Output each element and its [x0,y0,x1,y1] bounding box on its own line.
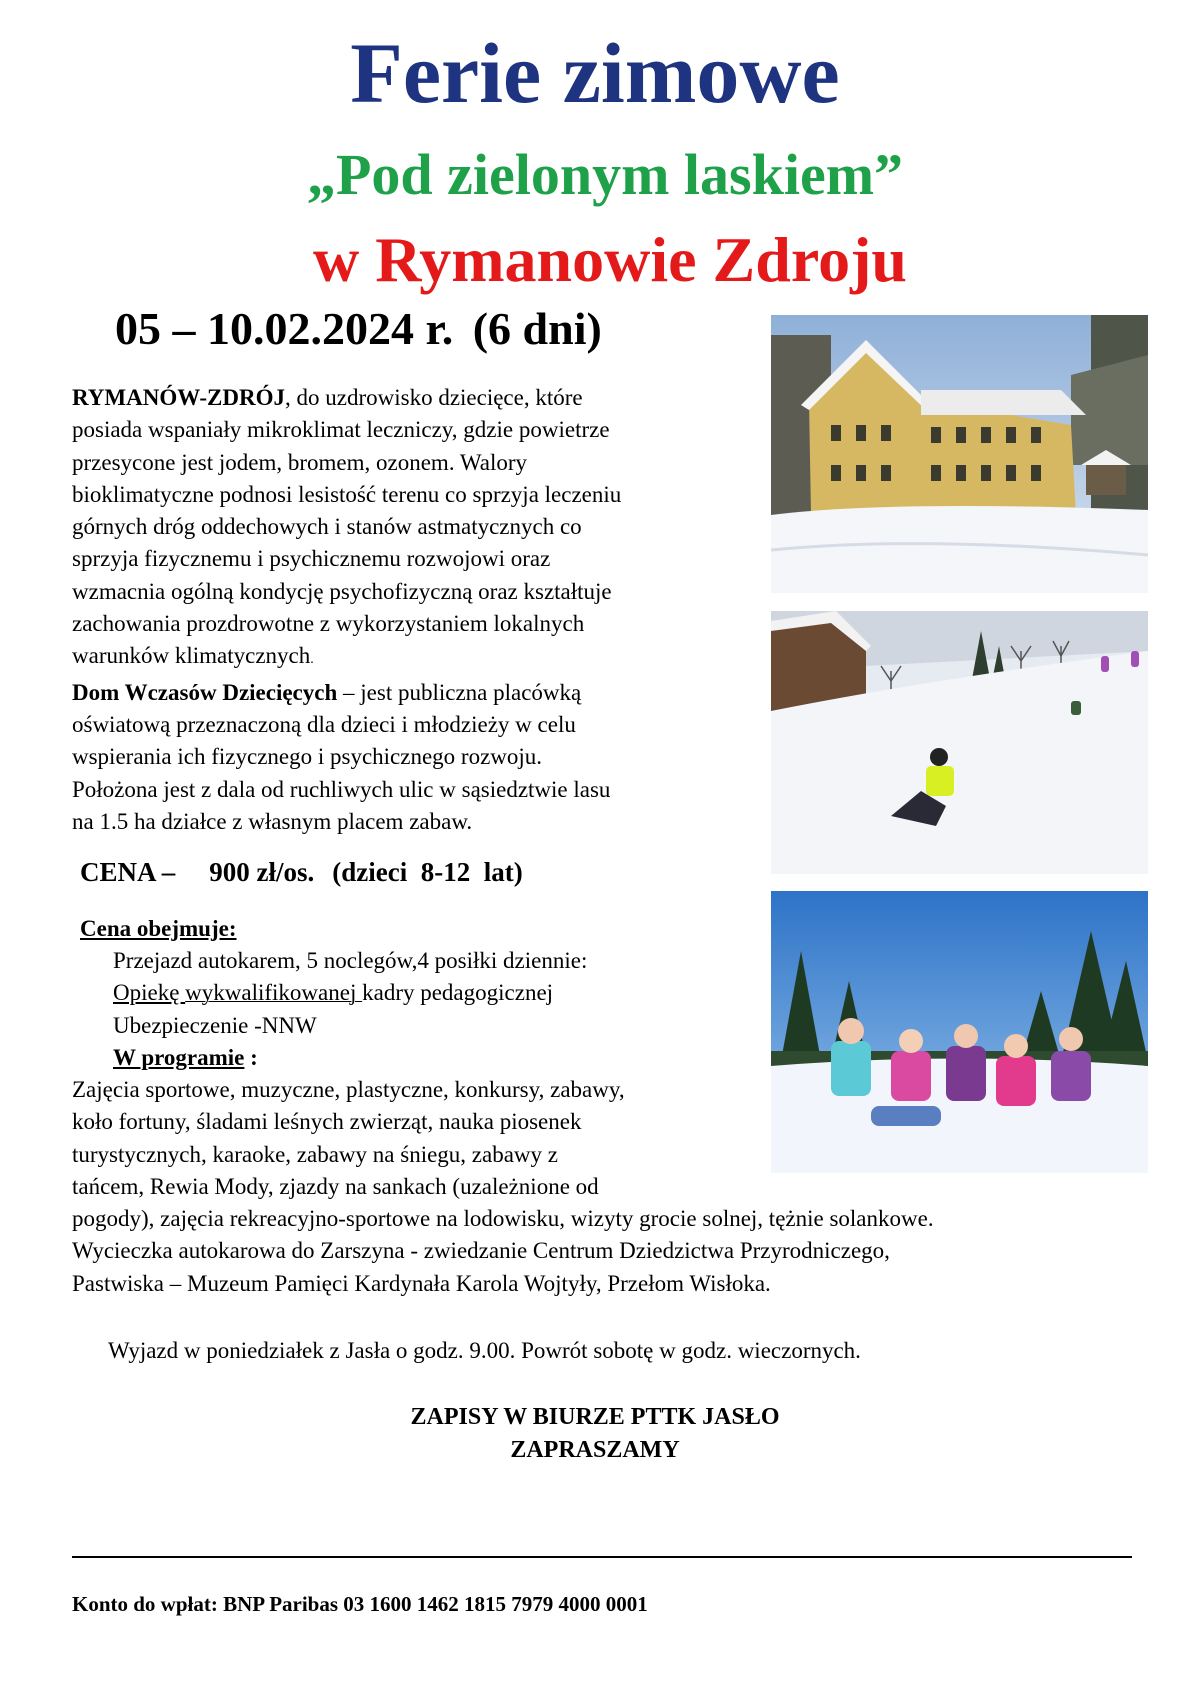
program-colon: : [244,1044,258,1070]
duration-text: (6 dni) [472,303,602,354]
program-line: Zajęcia sportowe, muzyczne, plastyczne, konkursy, zabawy, [72,1077,625,1102]
program-line: Wycieczka autokarowa do Zarszyna - zwiedzanie Centrum Dziedzictwa Przyrodniczego, [72,1238,890,1264]
house-line: – jest publiczna placówką [337,679,582,705]
location-title: w Rymanowie Zdroju [313,224,907,295]
signup-block [0,1401,1190,1467]
program-line: tańcem, Rewia Mody, zjazdy na sankach (uzależnione od [72,1173,599,1199]
intro-period: . [310,652,314,668]
price-line [80,857,523,888]
account-info: Konto do wpłat: BNP Paribas 03 1600 1462 1815 7979 4000 0001 [72,1592,648,1616]
program-line: Pastwiska – Muzeum Pamięci Kardynała Karola Wojtyły, Przełom Wisłoka. [72,1270,771,1296]
includes-heading-text: Cena obejmuje: [80,916,237,941]
program-line: turystycznych, karaoke, zabawy na śniegu, zabawy z [72,1141,558,1167]
house-line: Położona jest z dala od ruchliwych ulic w sąsiedztwie lasu [72,776,611,802]
program-line: pogody), zajęcia rekreacyjno-sportowe na lodowisku, wizyty grocie solnej, tężnie solankowe. [72,1206,934,1232]
intro-line: górnych dróg oddechowych i stanów astmatycznych co [72,514,582,540]
intro-line: sprzyja fizycznemu i psychicznemu rozwojowi oraz [72,546,551,572]
house-line: wspierania ich fizycznego i psychicznego rozwoju. [72,744,543,770]
includes-heading [80,913,237,945]
program-heading-text: W programie [113,1044,245,1070]
intro-line: przesycone jest jodem, bromem, ozonem. Walory [72,449,528,475]
signup-line: ZAPISY W BIURZE PTTK JASŁO [410,1404,780,1430]
house-lead: Dom Wczasów Dziecięcych [72,679,338,705]
intro-line: bioklimatyczne podnosi lesistość terenu co sprzyja leczeniu [72,481,622,507]
kids-in-snow-photo [771,891,1148,1173]
price-ages: (dzieci 8-12 lat) [332,857,523,887]
program-heading [113,1042,587,1074]
intro-line: warunków klimatycznych [72,643,311,669]
include-item [113,977,587,1009]
include-underlined: Opiekę [113,980,186,1006]
house-line: oświatową przeznaczoną dla dzieci i młodzieży w celu [72,711,576,737]
sledding-photo [771,611,1148,874]
program-line: koło fortuny, śladami leśnych zwierząt, nauka piosenek [72,1109,582,1135]
includes-list [113,945,587,1074]
page-subtitle: „Pod zielonym laskiem” [306,142,904,207]
include-text: wykwalifikowanej [185,980,363,1006]
footer-divider [72,1556,1132,1558]
intro-line: wzmacnia ogólną kondycję psychofizyczną oraz kształtuje [72,578,612,604]
intro-paragraph [72,382,621,838]
building-photo [771,315,1148,593]
departure-text: Wyjazd w poniedziałek z Jasła o godz. 9.00. Powrót sobotę w godz. wieczornych. [108,1338,861,1363]
page-title: Ferie zimowe [350,25,840,121]
price-value: 900 zł/os. [209,857,315,887]
intro-lead: RYMANÓW-ZDRÓJ [72,385,285,410]
intro-line: , do uzdrowisko dziecięce, które [285,385,583,410]
dates-text: 05 – 10.02.2024 r. [115,303,454,354]
house-line: na 1.5 ha działce z własnym placem zabaw. [72,808,473,834]
intro-line: posiada wspaniały mikroklimat leczniczy, gdzie powietrze [72,417,610,443]
include-text: kadry pedagogicznej [362,980,554,1006]
intro-line: zachowania prozdrowotne z wykorzystaniem lokalnych [72,611,585,637]
include-item: Przejazd autokarem, 5 noclegów,4 posiłki dziennie: [113,948,588,973]
price-label: CENA – [80,857,176,887]
include-item: Ubezpieczenie -NNW [113,1012,317,1038]
signup-line: ZAPRASZAMY [510,1437,680,1463]
date-range [115,303,602,354]
